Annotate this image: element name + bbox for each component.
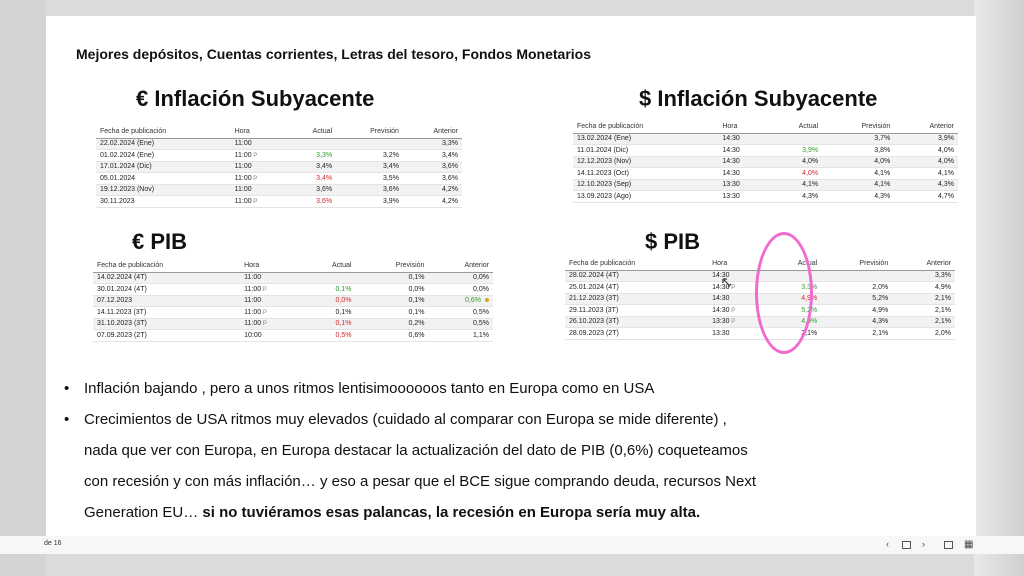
column-header-actual: Actual	[768, 120, 822, 133]
cell-date: 14.11.2023 (3T)	[93, 307, 240, 319]
bullet-text: nada que ver con Europa, en Europa destacar la actualización del dato de PIB (0,6%) coqueteamos	[84, 442, 748, 459]
cell-date: 01.02.2024 (Ene)	[96, 150, 231, 162]
preliminary-flag-icon: P	[261, 321, 267, 328]
cell-date: 22.02.2024 (Ene)	[96, 138, 231, 150]
cell-date: 07.09.2023 (2T)	[93, 330, 240, 342]
cell-forecast: 3,8%	[822, 145, 894, 157]
cell-date: 13.09.2023 (Ago)	[573, 191, 718, 203]
bullet-text: Generation EU…	[84, 504, 203, 521]
cell-date: 05.01.2024	[96, 173, 231, 185]
eu-gdp-title: € PIB	[132, 229, 188, 254]
column-header-actual: Actual	[301, 259, 355, 272]
cell-previous: 0,0%	[428, 284, 493, 296]
column-header-date: Fecha de publicación	[573, 120, 718, 133]
cell-date: 17.01.2024 (Dic)	[96, 161, 231, 173]
page-indicator: de 16	[44, 540, 62, 547]
cell-time: 11:00	[231, 138, 287, 150]
cell-date: 14.11.2023 (Oct)	[573, 168, 718, 180]
table-row	[573, 156, 958, 168]
cell-previous: 1,1%	[428, 330, 493, 342]
cell-time: 13:30	[718, 179, 768, 191]
preliminary-flag-icon: P	[261, 286, 267, 293]
cell-previous: 3,3%	[892, 270, 955, 282]
bullet-text: Inflación bajando , pero a unos ritmos lentisimoooooos tanto en Europa como en USA	[84, 380, 655, 397]
cell-actual: 4,3%	[768, 191, 822, 203]
cell-time: 13:30	[708, 328, 768, 340]
column-header-forecast: Previsión	[336, 125, 403, 138]
cell-forecast: 3,6%	[336, 184, 403, 196]
cell-actual: 0,1%	[301, 307, 355, 319]
presentation-slide	[46, 16, 976, 536]
cell-forecast	[821, 270, 892, 282]
pen-cursor-icon	[721, 277, 733, 289]
cell-actual	[301, 272, 355, 284]
slide-header: Mejores depósitos, Cuentas corrientes, Letras del tesoro, Fondos Monetarios	[76, 46, 591, 62]
cell-actual: 3,4%	[286, 161, 336, 173]
viewer-statusbar	[0, 536, 1024, 554]
cell-forecast: 3,4%	[336, 161, 403, 173]
column-header-forecast: Previsión	[822, 120, 894, 133]
cell-actual: 3,9%	[768, 145, 822, 157]
column-header-actual: Actual	[768, 257, 821, 270]
cell-date: 30.01.2024 (4T)	[93, 284, 240, 296]
grid-view-icon[interactable]: ▦	[964, 539, 974, 550]
cell-time: 14:30	[718, 168, 768, 180]
cell-previous: 3,4%	[403, 150, 462, 162]
table-row	[96, 138, 462, 150]
cell-forecast: 4,1%	[822, 179, 894, 191]
column-header-forecast: Previsión	[355, 259, 428, 272]
cell-forecast: 3,7%	[822, 133, 894, 145]
eu-gdp-table	[93, 259, 493, 342]
table-row	[96, 161, 462, 173]
table-row	[96, 150, 462, 162]
column-header-time: Hora	[708, 257, 768, 270]
cell-actual: 3,4%	[286, 173, 336, 185]
cell-forecast: 0,6%	[355, 330, 428, 342]
column-header-time: Hora	[718, 120, 768, 133]
cell-forecast: 0,1%	[355, 307, 428, 319]
cell-previous: 0,5%	[428, 307, 493, 319]
cell-forecast: 2,1%	[821, 328, 892, 340]
cell-actual: 2,1%	[768, 328, 821, 340]
cell-forecast: 3,9%	[336, 196, 403, 208]
bullet-list	[60, 373, 960, 528]
cell-date: 12.12.2023 (Nov)	[573, 156, 718, 168]
table-row	[93, 307, 493, 319]
next-slide-icon[interactable]: ›	[922, 539, 925, 549]
cell-actual: 4,9%	[768, 293, 821, 305]
cell-actual: 4,1%	[768, 179, 822, 191]
bullet-item: • Inflación bajando , pero a unos ritmos lentisimoooooos tanto en Europa como en USA	[64, 380, 655, 397]
cell-actual	[286, 138, 336, 150]
cell-forecast: 3,5%	[336, 173, 403, 185]
right-margin	[974, 0, 1024, 576]
column-header-date: Fecha de publicación	[96, 125, 231, 138]
bullet-item: • Crecimientos de USA ritmos muy elevados (cuidado al comparar con Europa se mide diferente) , nada que ver con Europa, en Europa destacar la actualización del dato de PIB (0,6%) coqueteamos con recesión y con más inflación… y eso a pesar que el BCE sigue comprando deuda, recursos Next Generation EU… si no tuviéramos esas palancas, la recesión en Europa sería muy alta.	[64, 411, 757, 521]
cell-time: 11:00	[231, 184, 287, 196]
preliminary-flag-icon: P	[729, 319, 736, 326]
cell-time: 11:00	[240, 295, 301, 307]
cell-time: 11:00 P	[240, 307, 301, 319]
cell-time: 11:00 P	[231, 150, 287, 162]
preliminary-flag-icon: P	[251, 175, 258, 182]
cell-date: 14.02.2024 (4T)	[93, 272, 240, 284]
cell-previous: 3,3%	[403, 138, 462, 150]
cell-time: 11:00	[240, 272, 301, 284]
cell-forecast: 0,1%	[355, 295, 428, 307]
us-inflation-table	[573, 120, 958, 203]
preliminary-flag-icon: P	[729, 284, 736, 291]
eu-inflation-table	[96, 125, 462, 208]
cell-actual: 3,3%	[286, 150, 336, 162]
cell-date: 29.11.2023 (3T)	[565, 305, 708, 317]
cell-actual: 4,0%	[768, 168, 822, 180]
cell-actual	[768, 133, 822, 145]
cell-previous: 0,0%	[428, 272, 493, 284]
cell-date: 28.02.2024 (4T)	[565, 270, 708, 282]
cell-forecast: 0,2%	[355, 318, 428, 330]
column-header-time: Hora	[240, 259, 301, 272]
column-header-previous: Anterior	[403, 125, 462, 138]
cell-actual: 3,6%	[286, 196, 336, 208]
table-row	[93, 272, 493, 284]
table-row	[573, 191, 958, 203]
cell-previous: 4,1%	[894, 168, 958, 180]
cell-time: 11:00 P	[231, 196, 287, 208]
preliminary-flag-icon: P	[729, 307, 736, 314]
cell-actual: 3,3%	[768, 282, 821, 294]
cell-previous: 4,7%	[894, 191, 958, 203]
cell-time: 10:00	[240, 330, 301, 342]
cell-previous: 4,0%	[894, 145, 958, 157]
cell-actual: 5,2%	[768, 305, 821, 317]
cell-date: 13.02.2024 (Ene)	[573, 133, 718, 145]
cell-actual: 0,5%	[301, 330, 355, 342]
cell-actual: 0,1%	[301, 284, 355, 296]
cell-previous: 4,0%	[894, 156, 958, 168]
cell-previous: 4,2%	[403, 184, 462, 196]
cell-time: 14:30	[718, 156, 768, 168]
cell-time: 14:30	[708, 270, 768, 282]
cell-forecast: 0,1%	[355, 272, 428, 284]
table-row	[573, 133, 958, 145]
notes-icon[interactable]	[902, 541, 911, 549]
cell-forecast: 4,3%	[822, 191, 894, 203]
cell-previous: 4,9%	[892, 282, 955, 294]
table-row	[93, 295, 493, 307]
cell-previous: 0,5%	[428, 318, 493, 330]
bullet-text: con recesión y con más inflación… y eso a pesar que el BCE sigue comprando deuda, recursos Next	[84, 473, 757, 490]
cell-forecast: 5,2%	[821, 293, 892, 305]
column-header-date: Fecha de publicación	[565, 257, 708, 270]
prev-slide-icon[interactable]: ‹	[886, 539, 889, 549]
cell-time: 13:30	[718, 191, 768, 203]
cell-time: 14:30	[718, 133, 768, 145]
highlight-circle	[755, 232, 813, 354]
cell-date: 30.11.2023	[96, 196, 231, 208]
table-row	[93, 284, 493, 296]
us-inflation-title: $ Inflación Subyacente	[639, 86, 878, 111]
cell-forecast	[336, 138, 403, 150]
cell-forecast: 4,0%	[822, 156, 894, 168]
eu-inflation-title: € Inflación Subyacente	[136, 86, 375, 111]
cell-previous: 2,1%	[892, 316, 955, 328]
cell-date: 12.10.2023 (Sep)	[573, 179, 718, 191]
cell-previous: 2,1%	[892, 305, 955, 317]
cell-previous: 0,6%	[428, 295, 493, 307]
cell-time: 11:00	[231, 161, 287, 173]
cell-forecast: 3,2%	[336, 150, 403, 162]
preliminary-flag-icon: P	[251, 198, 258, 205]
table-row	[573, 179, 958, 191]
revision-dot-icon	[485, 298, 489, 302]
column-header-actual: Actual	[286, 125, 336, 138]
cell-forecast: 2,0%	[821, 282, 892, 294]
cell-date: 11.01.2024 (Dic)	[573, 145, 718, 157]
cell-date: 07.12.2023	[93, 295, 240, 307]
preliminary-flag-icon: P	[251, 152, 258, 159]
column-header-previous: Anterior	[428, 259, 493, 272]
table-row	[573, 168, 958, 180]
cell-forecast: 4,9%	[821, 305, 892, 317]
cell-actual: 3,6%	[286, 184, 336, 196]
cell-time: 14:30	[708, 293, 768, 305]
cell-forecast: 4,3%	[821, 316, 892, 328]
cell-time: 14:30 P	[708, 282, 768, 294]
cell-previous: 3,6%	[403, 161, 462, 173]
cell-previous: 4,3%	[894, 179, 958, 191]
table-row	[93, 330, 493, 342]
cell-previous: 3,6%	[403, 173, 462, 185]
left-margin	[0, 0, 46, 576]
cell-time: 14:30	[718, 145, 768, 157]
cell-time: 14:30 P	[708, 305, 768, 317]
cell-previous: 4,2%	[403, 196, 462, 208]
cell-time: 11:00 P	[231, 173, 287, 185]
cell-time: 11:00 P	[240, 284, 301, 296]
cell-previous: 3,9%	[894, 133, 958, 145]
slideshow-icon[interactable]	[944, 541, 953, 549]
cell-previous: 2,0%	[892, 328, 955, 340]
cell-actual: 4,9%	[768, 316, 821, 328]
table-row	[96, 196, 462, 208]
preliminary-flag-icon: P	[261, 309, 267, 316]
table-row	[96, 173, 462, 185]
bullet-text: Crecimientos de USA ritmos muy elevados (cuidado al comparar con Europa se mide diferente) ,	[84, 411, 727, 428]
cell-time: 13:30 P	[708, 316, 768, 328]
column-header-previous: Anterior	[894, 120, 958, 133]
table-row	[93, 318, 493, 330]
cell-forecast: 0,0%	[355, 284, 428, 296]
cell-date: 25.01.2024 (4T)	[565, 282, 708, 294]
cell-date: 19.12.2023 (Nov)	[96, 184, 231, 196]
us-gdp-title: $ PIB	[645, 229, 701, 254]
cell-date: 28.09.2023 (2T)	[565, 328, 708, 340]
cell-actual: 0,0%	[301, 295, 355, 307]
column-header-previous: Anterior	[892, 257, 955, 270]
cell-previous: 2,1%	[892, 293, 955, 305]
column-header-time: Hora	[231, 125, 287, 138]
cell-actual: 0,1%	[301, 318, 355, 330]
table-row	[573, 145, 958, 157]
cell-date: 31.10.2023 (3T)	[93, 318, 240, 330]
cell-actual: 4,0%	[768, 156, 822, 168]
column-header-forecast: Previsión	[821, 257, 892, 270]
cell-time: 11:00 P	[240, 318, 301, 330]
cell-forecast: 4,1%	[822, 168, 894, 180]
column-header-date: Fecha de publicación	[93, 259, 240, 272]
table-row	[96, 184, 462, 196]
bullet-bold-text: si no tuviéramos esas palancas, la recesión en Europa sería muy alta.	[202, 504, 701, 521]
cell-date: 21.12.2023 (3T)	[565, 293, 708, 305]
cell-date: 26.10.2023 (3T)	[565, 316, 708, 328]
